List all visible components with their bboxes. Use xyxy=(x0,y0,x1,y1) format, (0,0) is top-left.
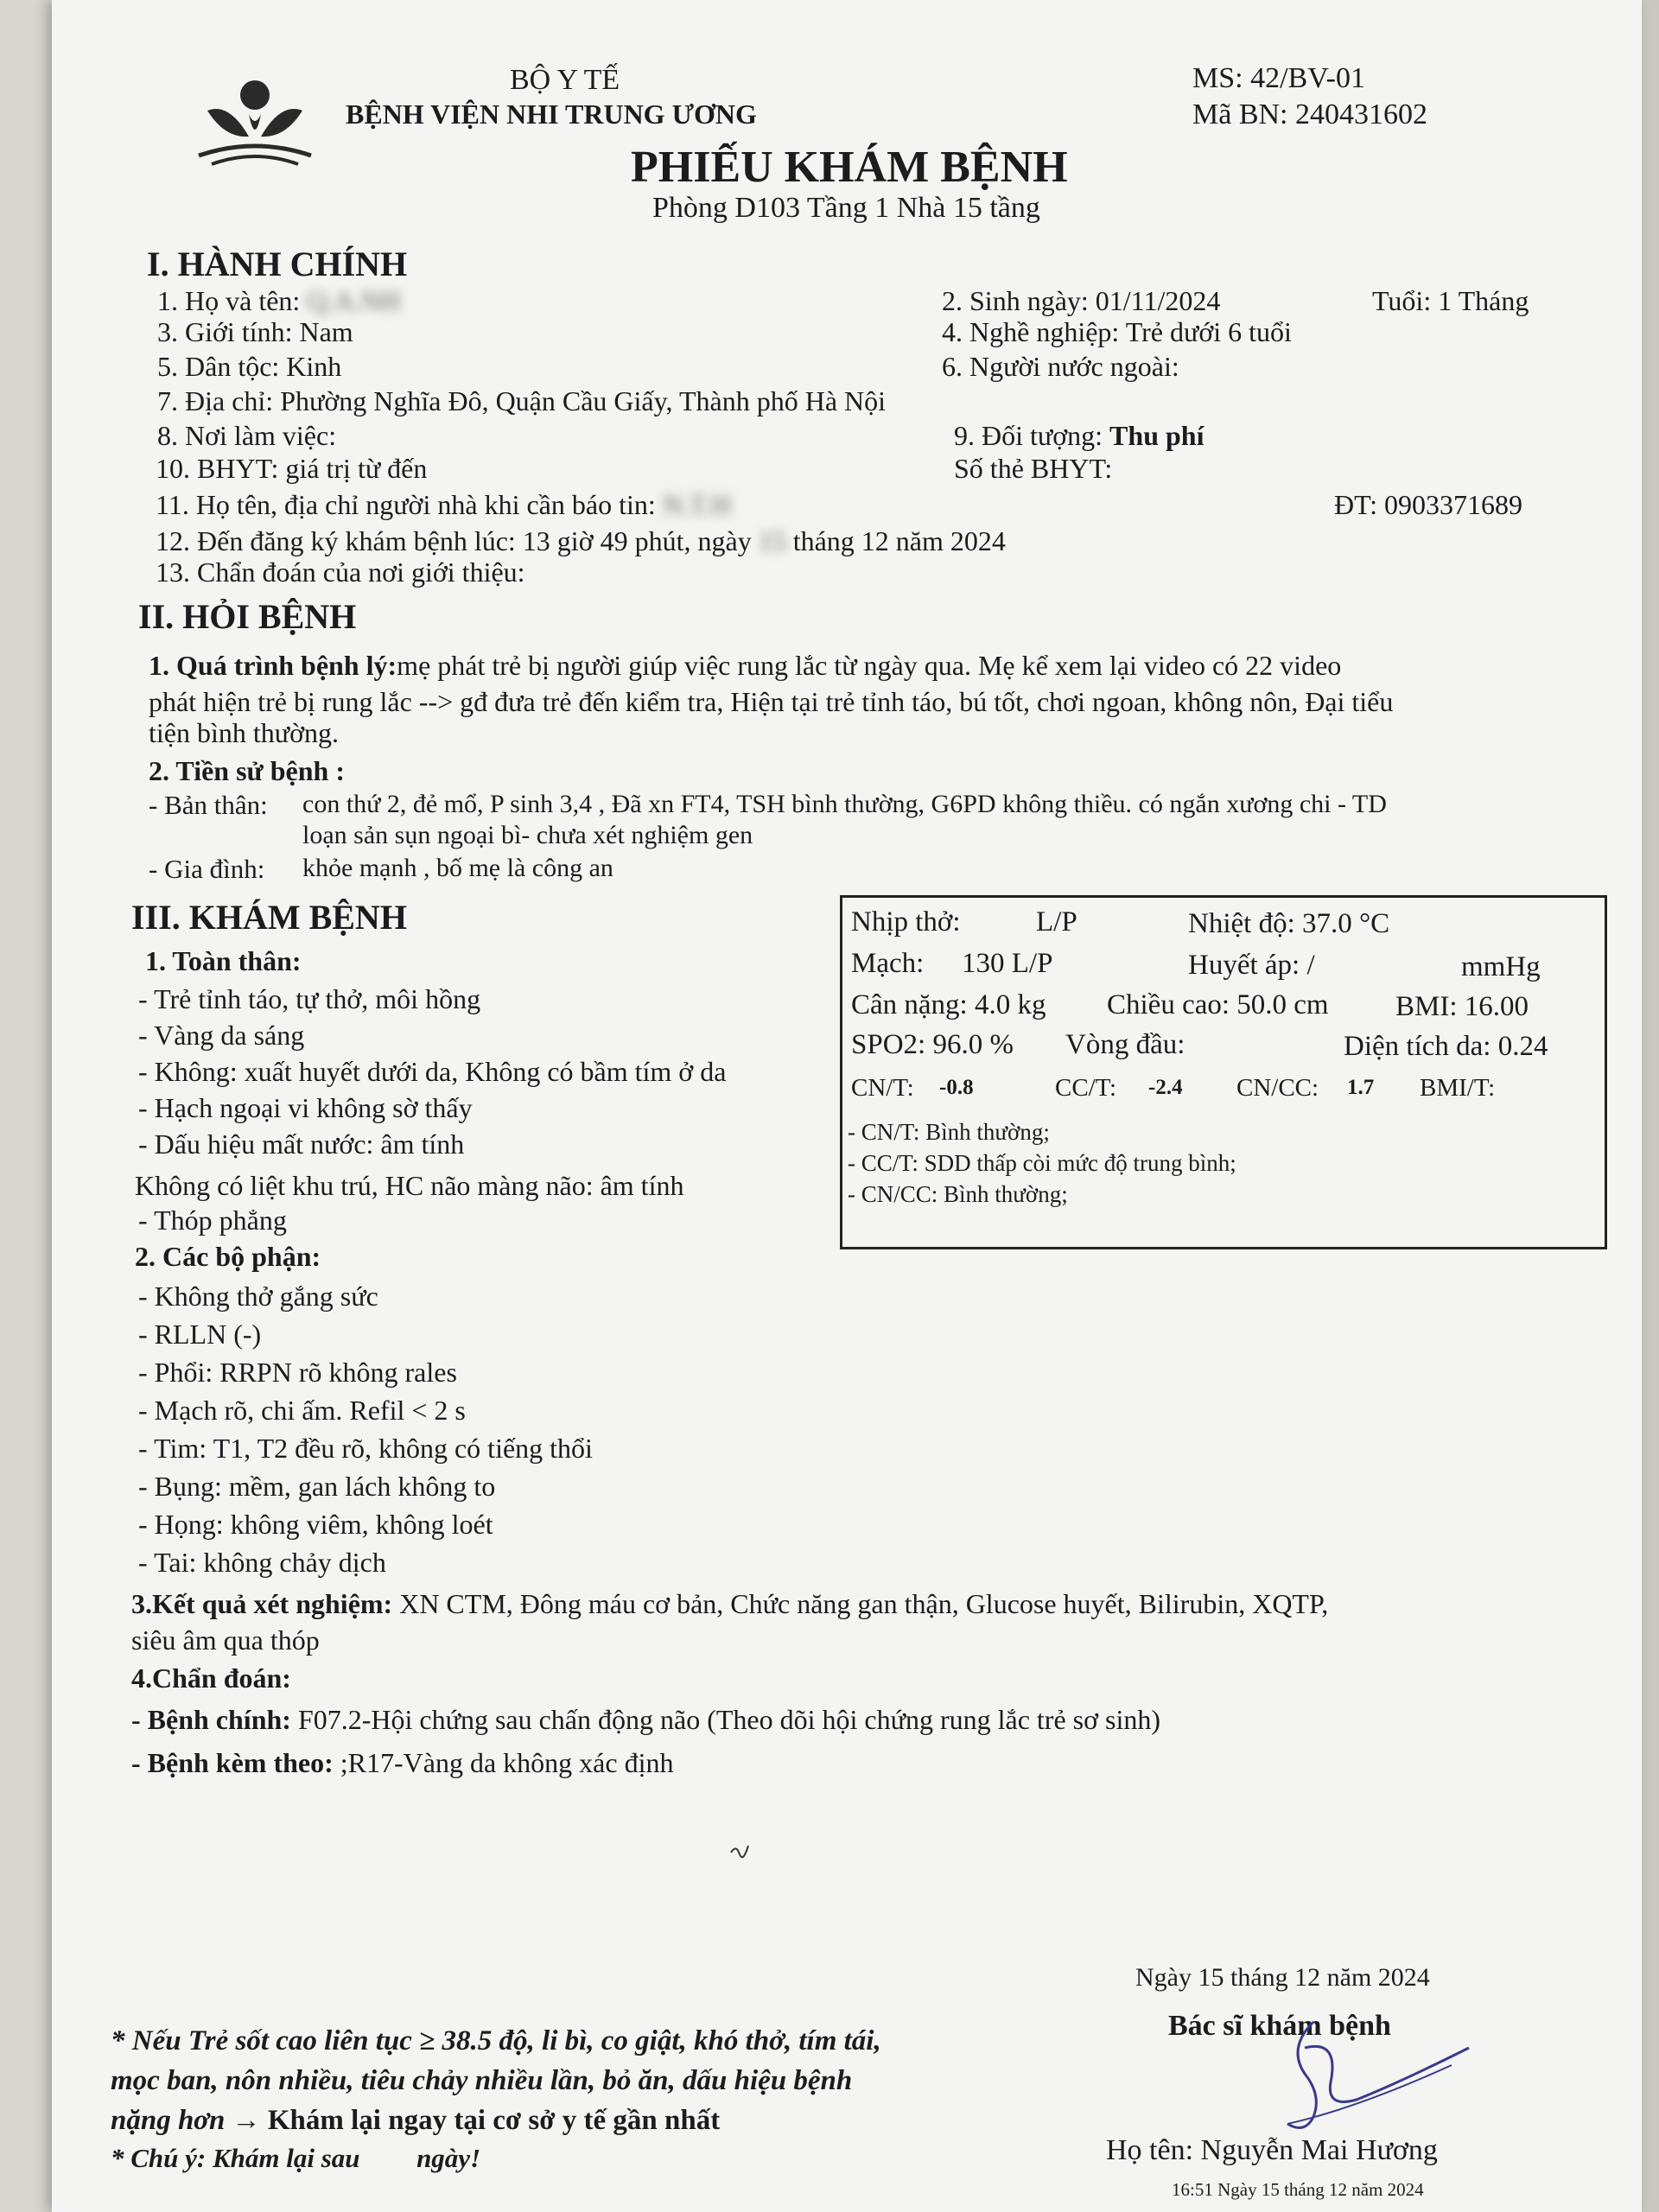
warning-line-2: mọc ban, nôn nhiều, tiêu chảy nhiều lần, bỏ ăn, dấu hiệu bệnh xyxy=(111,2065,853,2096)
disease-course-text-1: mẹ phát trẻ bị người giúp việc rung lắc từ ngày qua. Mẹ kể xem lại video có 22 video xyxy=(397,650,1342,681)
vital-signs-box xyxy=(840,895,1607,1249)
general-finding-4: - Hạch ngoại vi không sờ thấy xyxy=(138,1092,473,1123)
revisit-note: * Chú ý: Khám lại sau xyxy=(111,2143,360,2173)
organ-finding-1: - Không thở gắng sức xyxy=(138,1281,378,1312)
warning-revisit: Khám lại ngay tại cơ sở y tế gần nhất xyxy=(267,2105,721,2136)
temperature: Nhiệt độ: 37.0 °C xyxy=(1188,908,1390,939)
registration-time xyxy=(156,525,1006,557)
lab-results-line-1 xyxy=(131,1588,1328,1620)
referral-diagnosis: 13. Chẩn đoán của nơi giới thiệu: xyxy=(156,556,525,588)
disease-course-line-2: phát hiện trẻ bị rung lắc --> gđ đưa trẻ đến kiểm tra, Hiện tại trẻ tỉnh táo, bú tốt, chơi ngoan, không nôn, Đại tiểu xyxy=(149,686,1394,717)
patient-name-row xyxy=(157,285,401,317)
main-diagnosis-row xyxy=(131,1704,1160,1736)
resp-rate-unit: L/P xyxy=(1036,906,1077,938)
relative-label: 11. Họ tên, địa chỉ người nhà khi cần báo tin: xyxy=(156,489,656,520)
cncc-value: 1.7 xyxy=(1347,1076,1375,1099)
subject-row xyxy=(954,420,1204,452)
warning-worse: nặng hơn xyxy=(111,2105,226,2136)
cct-value: -2.4 xyxy=(1148,1076,1183,1099)
general-exam-label: 1. Toàn thân: xyxy=(145,945,302,976)
address: 7. Địa chỉ: Phường Nghĩa Đô, Quận Cầu Giấy, Thành phố Hà Nội xyxy=(157,385,887,416)
exam-date: Ngày 15 tháng 12 năm 2024 xyxy=(1135,1963,1430,1992)
doctor-name: Họ tên: Nguyễn Mai Hương xyxy=(1106,2134,1438,2166)
relative-phone: ĐT: 0903371689 xyxy=(1334,489,1522,520)
blood-pressure: Huyết áp: / xyxy=(1188,950,1315,981)
workplace: 8. Nơi làm việc: xyxy=(157,420,337,451)
general-finding-6: Không có liệt khu trú, HC não màng não: âm tính xyxy=(135,1170,684,1201)
organs-exam-label: 2. Các bộ phận: xyxy=(135,1241,321,1272)
subject-label: 9. Đối tượng: xyxy=(954,420,1103,451)
general-finding-1: - Trẻ tỉnh táo, tự thở, môi hồng xyxy=(138,983,481,1014)
doctor-signature-icon xyxy=(1253,2013,1478,2143)
self-history-label: - Bản thân: xyxy=(149,790,268,820)
head-circumference: Vòng đầu: xyxy=(1065,1029,1185,1060)
registration-day-redacted: 15 xyxy=(758,525,786,556)
family-history: khỏe mạnh , bố mẹ là công an xyxy=(302,854,613,882)
self-history-line-2: loạn sản sụn ngoại bì- chưa xét nghiệm gen xyxy=(302,821,753,849)
cnt-label: CN/T: xyxy=(851,1074,914,1102)
general-finding-2: - Vàng da sáng xyxy=(138,1020,305,1051)
pulse-value: 130 L/P xyxy=(962,948,1053,979)
vitals-note-2: - CC/T: SDD thấp còi mức độ trung bình; xyxy=(848,1150,1236,1176)
room-info: Phòng D103 Tầng 1 Nhà 15 tầng xyxy=(652,192,1040,224)
warning-line-1: * Nếu Trẻ sốt cao liên tục ≥ 38.5 độ, li bì, co giật, khó thở, tím tái, xyxy=(111,2025,881,2056)
registration-time-label: 12. Đến đăng ký khám bệnh lúc: 13 giờ 49 phút, ngày xyxy=(156,525,752,556)
resp-rate-label: Nhịp thở: xyxy=(851,906,961,938)
family-history-label: - Gia đình: xyxy=(149,854,265,884)
self-history-line-1: con thứ 2, đẻ mổ, P sinh 3,4 , Đã xn FT4, TSH bình thường, G6PD không thiều. có ngắn xương chi - TD xyxy=(302,790,1387,818)
organ-finding-7: - Họng: không viêm, không loét xyxy=(138,1509,493,1540)
insurance-validity: 10. BHYT: giá trị từ đến xyxy=(156,453,428,484)
general-finding-7: - Thóp phẳng xyxy=(138,1205,287,1236)
main-diagnosis-label: - Bệnh chính: xyxy=(131,1704,291,1735)
section-admin-heading: I. HÀNH CHÍNH xyxy=(147,245,408,283)
cnt-value: -0.8 xyxy=(939,1076,974,1099)
ministry-name: BỘ Y TẾ xyxy=(510,64,620,96)
registration-month-year: tháng 12 năm 2024 xyxy=(792,525,1006,556)
insurance-card: Số thẻ BHYT: xyxy=(954,453,1113,484)
lab-results-line-2: siêu âm qua thóp xyxy=(131,1624,320,1656)
foreigner: 6. Người nước ngoài: xyxy=(942,351,1179,382)
occupation: 4. Nghề nghiệp: Trẻ dưới 6 tuổi xyxy=(942,316,1292,347)
form-code: MS: 42/BV-01 xyxy=(1192,62,1365,94)
gender: 3. Giới tính: Nam xyxy=(157,316,353,347)
body-surface-area: Diện tích da: 0.24 xyxy=(1344,1031,1548,1062)
relative-row xyxy=(156,489,731,521)
hospital-name: BỆNH VIỆN NHI TRUNG ƯƠNG xyxy=(346,99,757,130)
organ-finding-5: - Tim: T1, T2 đều rõ, không có tiếng thổi xyxy=(138,1433,593,1464)
general-finding-3: - Không: xuất huyết dưới da, Không có bầm tím ở da xyxy=(138,1056,727,1087)
bmi-age-label: BMI/T: xyxy=(1420,1074,1496,1102)
warning-line-3 xyxy=(111,2105,720,2137)
binder-edge xyxy=(0,0,52,2212)
cncc-label: CN/CC: xyxy=(1236,1074,1319,1102)
spo2: SPO2: 96.0 % xyxy=(851,1029,1014,1060)
disease-course-line-3: tiện bình thường. xyxy=(149,717,340,748)
comorbidity-row xyxy=(131,1747,673,1779)
hospital-logo-icon xyxy=(190,76,320,171)
cct-label: CC/T: xyxy=(1055,1074,1117,1102)
past-history-label: 2. Tiền sử bệnh : xyxy=(149,755,345,786)
section-exam-heading: III. KHÁM BỆNH xyxy=(131,898,407,937)
weight: Cân nặng: 4.0 kg xyxy=(851,989,1046,1020)
patient-name-redacted: Q.A.NH xyxy=(307,285,401,316)
section-history-heading: II. HỎI BỆNH xyxy=(138,597,357,636)
organ-finding-4: - Mạch rõ, chi ấm. Refil < 2 s xyxy=(138,1395,466,1426)
disease-course-line-1 xyxy=(149,650,1341,682)
doctor-title: Bác sĩ khám bệnh xyxy=(1168,2010,1391,2042)
organ-finding-8: - Tai: không chảy dịch xyxy=(138,1547,386,1578)
pulse-label: Mạch: xyxy=(851,948,925,979)
patient-name-label: 1. Họ và tên: xyxy=(157,285,301,316)
organ-finding-6: - Bụng: mềm, gan lách không to xyxy=(138,1471,496,1502)
birth-date: 2. Sinh ngày: 01/11/2024 xyxy=(942,285,1221,316)
disease-course-label: 1. Quá trình bệnh lý: xyxy=(149,650,397,681)
pen-mark-icon xyxy=(728,1839,753,1865)
general-finding-5: - Dấu hiệu mất nước: âm tính xyxy=(138,1128,465,1160)
comorbidity-label: - Bệnh kèm theo: xyxy=(131,1747,334,1778)
form-title: PHIẾU KHÁM BỆNH xyxy=(631,143,1068,192)
vitals-note-3: - CN/CC: Bình thường; xyxy=(848,1181,1068,1207)
comorbidity: ;R17-Vàng da không xác định xyxy=(340,1747,674,1778)
bmi: BMI: 16.00 xyxy=(1395,991,1529,1022)
patient-age: Tuổi: 1 Tháng xyxy=(1372,285,1529,316)
print-timestamp: 16:51 Ngày 15 tháng 12 năm 2024 xyxy=(1172,2179,1424,2200)
diagnosis-label: 4.Chẩn đoán: xyxy=(131,1662,291,1694)
blood-pressure-unit: mmHg xyxy=(1461,951,1541,982)
vitals-note-1: - CN/T: Bình thường; xyxy=(848,1119,1050,1145)
revisit-days-suffix: ngày! xyxy=(416,2143,481,2173)
lab-results-label: 3.Kết quả xét nghiệm: xyxy=(131,1588,393,1619)
main-diagnosis: F07.2-Hội chứng sau chấn động não (Theo dõi hội chứng rung lắc trẻ sơ sinh) xyxy=(297,1704,1161,1735)
arrow-right-icon: → xyxy=(232,2105,261,2136)
medical-form-page xyxy=(52,0,1642,2212)
patient-code: Mã BN: 240431602 xyxy=(1192,99,1427,130)
warning-line-4 xyxy=(111,2143,480,2174)
subject-value: Thu phí xyxy=(1109,420,1205,451)
organ-finding-3: - Phổi: RRPN rõ không rales xyxy=(138,1357,457,1388)
height: Chiều cao: 50.0 cm xyxy=(1107,989,1329,1020)
ethnicity: 5. Dân tộc: Kinh xyxy=(157,351,342,382)
relative-name-redacted: N.T.H xyxy=(662,489,732,520)
lab-results-text: XN CTM, Đông máu cơ bản, Chức năng gan thận, Glucose huyết, Bilirubin, XQTP, xyxy=(399,1588,1329,1619)
organ-finding-2: - RLLN (-) xyxy=(138,1319,262,1350)
